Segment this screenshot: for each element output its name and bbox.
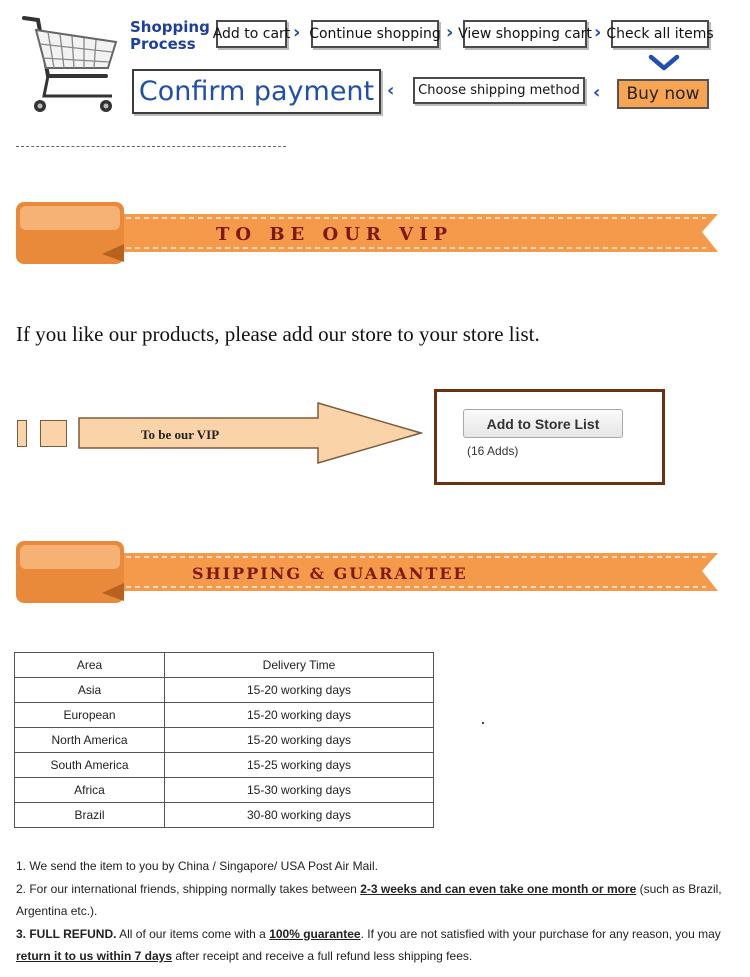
step-buy-now: Buy now	[617, 79, 709, 109]
shopping-cart-icon	[18, 14, 118, 118]
table-row	[15, 803, 434, 828]
note-3-text: All of our items come with a	[116, 926, 270, 941]
decor-dot	[482, 722, 484, 724]
step-choose-shipping-method: Choose shipping method	[413, 77, 585, 104]
area-cell: European	[15, 703, 165, 728]
arrow-right-icon	[78, 402, 423, 464]
delivery-time-cell: 30-80 working days	[165, 803, 434, 828]
note-2-text: 2. For our international friends, shipping normally takes between	[16, 881, 361, 896]
column-header: Area	[15, 653, 165, 678]
table-header-row	[15, 653, 434, 678]
vip-banner-text: TO BE OUR VIP	[216, 224, 454, 245]
area-cell: North America	[15, 728, 165, 753]
store-add-count: (16 Adds)	[467, 444, 519, 458]
delivery-time-cell: 15-25 working days	[165, 753, 434, 778]
table-row	[15, 728, 434, 753]
decor-square-small	[17, 420, 27, 447]
note-3-label: 3. FULL REFUND.	[16, 926, 117, 941]
note-1: 1. We send the item to you by China / Singapore/ USA Post Air Mail.	[16, 859, 378, 873]
shipping-notes	[16, 855, 736, 968]
delivery-table	[14, 652, 434, 828]
chevron-left-icon: ‹	[593, 82, 601, 103]
chevron-right-icon: ›	[594, 22, 602, 43]
delivery-time-cell: 15-30 working days	[165, 778, 434, 803]
note-3-return-policy: return it to us within 7 days	[16, 949, 173, 963]
step-confirm-payment: Confirm payment	[132, 69, 381, 114]
chevron-left-icon: ‹	[387, 80, 395, 101]
table-row	[15, 703, 434, 728]
delivery-time-cell: 15-20 working days	[165, 703, 434, 728]
table-row	[15, 678, 434, 703]
note-2	[16, 878, 736, 923]
divider	[16, 146, 286, 147]
table-row	[15, 778, 434, 803]
area-cell: Asia	[15, 678, 165, 703]
delivery-time-cell: 15-20 working days	[165, 678, 434, 703]
chevron-right-icon: ›	[293, 22, 301, 43]
chevron-right-icon: ›	[446, 22, 454, 43]
vip-arrow-label: To be our VIP	[141, 427, 220, 442]
add-to-store-list-button[interactable]: Add to Store List	[463, 409, 623, 438]
delivery-time-cell: 15-20 working days	[165, 728, 434, 753]
note-2-emphasis: 2-3 weeks and can even take one month or more	[360, 881, 637, 896]
note-3-text-end: after receipt and receive a full refund less shipping fees.	[172, 949, 473, 963]
area-cell: Brazil	[15, 803, 165, 828]
note-3-guarantee: 100% guarantee	[269, 926, 361, 941]
process-title	[130, 19, 210, 53]
step-check-all-items: Check all items	[611, 20, 709, 48]
note-3-text-mid: . If you are not satisfied with your purchase for any reason, you may	[360, 926, 721, 941]
shipping-banner-text: SHIPPING & GUARANTEE	[192, 564, 468, 583]
decor-square	[40, 420, 67, 447]
note-2-text-end: (such as Brazil, Argentina etc.).	[16, 881, 722, 918]
note-3	[16, 923, 736, 968]
area-cell: Africa	[15, 778, 165, 803]
process-title-line2: Process	[130, 35, 196, 53]
table-row	[15, 753, 434, 778]
step-view-shopping-cart: View shopping cart	[463, 20, 587, 48]
chevron-down-icon	[648, 54, 680, 72]
area-cell: South America	[15, 753, 165, 778]
step-continue-shopping: Continue shopping	[311, 20, 439, 48]
column-header: Delivery Time	[165, 653, 434, 678]
step-add-to-cart: Add to cart	[216, 20, 287, 48]
intro-text: If you like our products, please add our store to your store list.	[16, 322, 540, 346]
process-title-line1: Shopping	[130, 18, 210, 36]
